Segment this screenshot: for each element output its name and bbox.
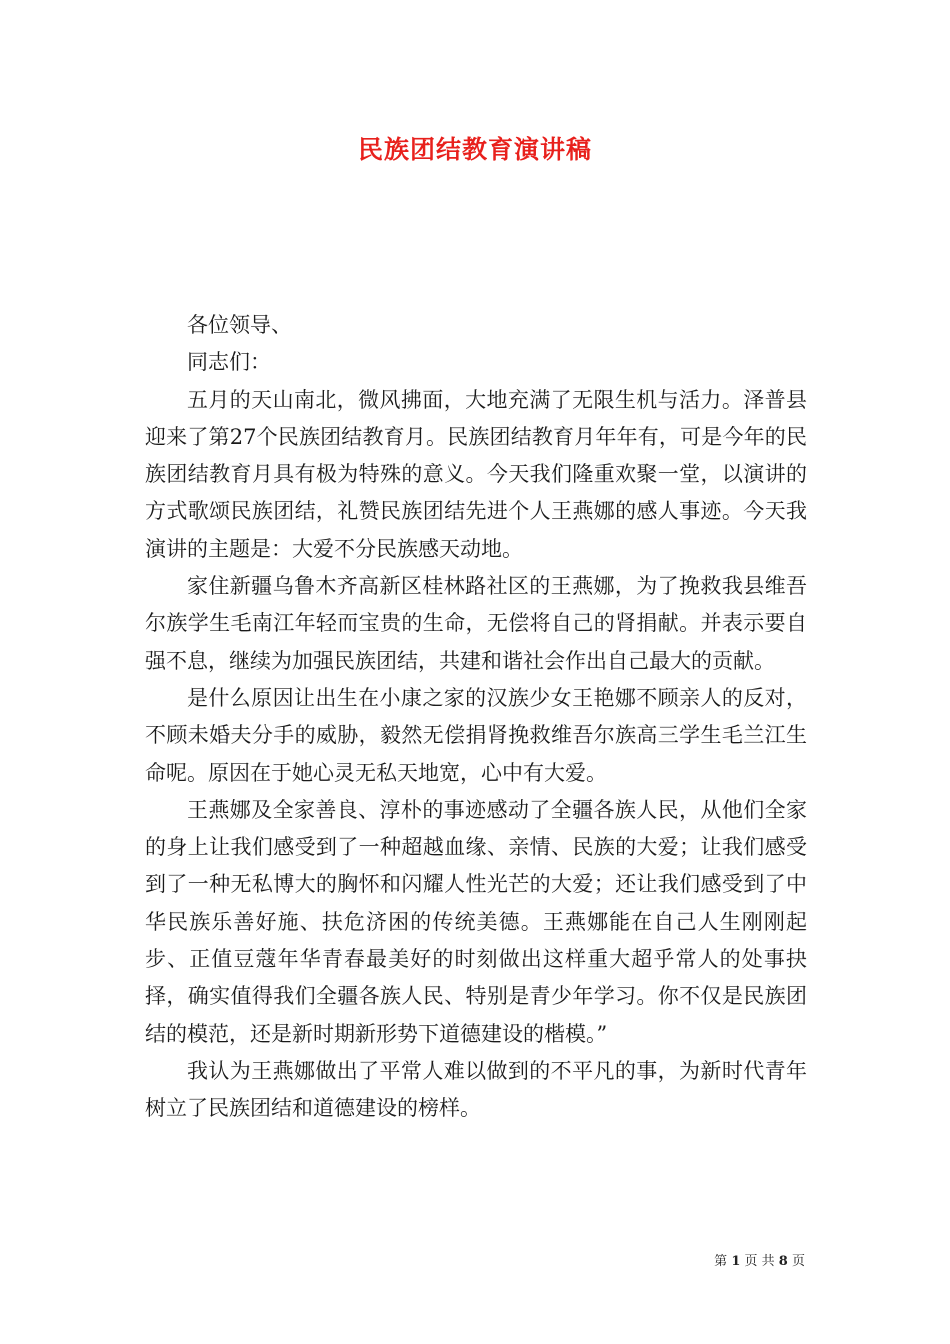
page-number-footer: [714, 1250, 805, 1269]
body-paragraph: 王燕娜及全家善良、淳朴的事迹感动了全疆各族人民，从他们全家的身上让我们感受到了一种超越血缘、亲情、民族的大爱；让我们感受到了一种无私博大的胸怀和闪耀人性光芒的大爱；还让我们感受到了中华民族乐善好施、扶危济困的传统美德。王燕娜能在自己人生刚刚起步、正值豆蔻年华青春最美好的时刻做出这样重大超乎常人的处事抉择，确实值得我们全疆各族人民、特别是青少年学习。你不仅是民族团结的模范，还是新时期新形势下道德建设的楷模。”: [145, 797, 807, 1046]
salutation-line: 各位领导、: [187, 313, 292, 337]
footer-prefix: 第: [714, 1254, 728, 1269]
salutation-line: 同志们：: [187, 350, 271, 375]
body-paragraph: 家住新疆乌鲁木齐高新区桂林路社区的王燕娜，为了挽救我县维吾尔族学生毛南江年轻而宝贵的生命，无偿将自己的肾捐献。并表示要自强不息，继续为加强民族团结，共建和谐社会作出自己最大的贡献。: [145, 574, 807, 673]
footer-suffix: 页: [791, 1254, 805, 1269]
document-body: [145, 307, 807, 1128]
body-paragraph: 五月的天山南北，微风拂面，大地充满了无限生机与活力。泽普县迎来了第27个民族团结教育月。民族团结教育月年年有，可是今年的民族团结教育月具有极为特殊的意义。今天我们隆重欢聚一堂，以演讲的方式歌颂民族团结，礼赞民族团结先进个人王燕娜的感人事迹。今天我演讲的主题是：大爱不分民族感天动地。: [145, 387, 807, 561]
current-page-number: 1: [731, 1254, 741, 1269]
footer-mid: 页 共: [744, 1254, 775, 1269]
body-paragraph: 我认为王燕娜做出了平常人难以做到的不平凡的事，为新时代青年树立了民族团结和道德建设的榜样。: [145, 1058, 807, 1121]
document-title: 民族团结教育演讲稿: [357, 135, 592, 164]
total-page-count: 8: [778, 1254, 788, 1269]
body-paragraph: 是什么原因让出生在小康之家的汉族少女王艳娜不顾亲人的反对，不顾未婚夫分手的威胁，毅然无偿捐肾挽救维吾尔族高三学生毛兰江生命呢。原因在于她心灵无私天地宽，心中有大爱。: [145, 685, 807, 785]
